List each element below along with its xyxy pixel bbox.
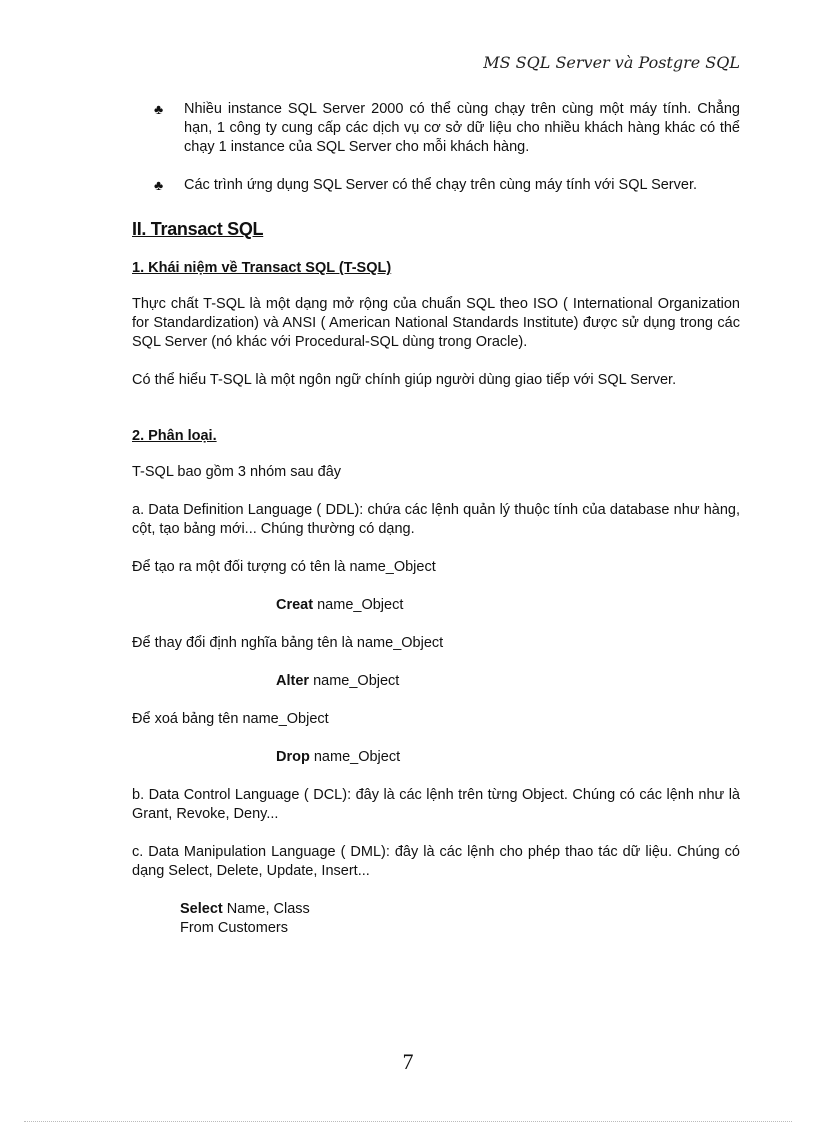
- code-object: Name, Class: [222, 901, 310, 917]
- code-object: name_Object: [313, 597, 404, 613]
- list-item: [132, 176, 740, 195]
- paragraph: c. Data Manipulation Language ( DML): đây là các lệnh cho phép thao tác dữ liệu. Chúng có dạng Select, Delete, Update, Insert...: [132, 844, 740, 879]
- paragraph: Để xoá bảng tên name_Object: [132, 711, 329, 727]
- bullet-text: Các trình ứng dụng SQL Server có thể chạy trên cùng máy tính với SQL Server.: [184, 177, 698, 193]
- list-item: [132, 100, 740, 157]
- paragraph: Thực chất T-SQL là một dạng mở rộng của chuẩn SQL theo ISO ( International Organization for Standardization) và ANSI ( American National Standards Institute) được sử dụng trong các SQL Server (nó khác với Procedural-SQL dùng trong Oracle).: [132, 296, 740, 350]
- code-keyword: Creat: [276, 597, 314, 613]
- paragraph: Để tạo ra một đối tượng có tên là name_Object: [132, 559, 436, 575]
- code-line-alter: [132, 672, 740, 691]
- paragraph: T-SQL bao gồm 3 nhóm sau đây: [132, 464, 342, 480]
- footer-divider: [24, 1121, 792, 1122]
- paragraph: Có thể hiểu T-SQL là một ngôn ngữ chính giúp người dùng giao tiếp với SQL Server.: [132, 372, 677, 388]
- club-bullet-icon: ♣: [154, 101, 164, 117]
- paragraph: a. Data Definition Language ( DDL): chứa các lệnh quản lý thuộc tính của database như hàng, cột, tạo bảng mới... Chúng thường có dạng.: [132, 502, 740, 537]
- section-title: II. Transact SQL: [132, 219, 264, 239]
- code-object: name_Object: [309, 749, 401, 765]
- club-bullet-icon: ♣: [154, 177, 164, 193]
- paragraph: b. Data Control Language ( DCL): đây là các lệnh trên từng Object. Chúng có các lệnh như là Grant, Revoke, Deny...: [132, 787, 740, 822]
- page-content: [132, 100, 740, 938]
- code-keyword: Select: [180, 901, 223, 917]
- paragraph: Để thay đổi định nghĩa bảng tên là name_Object: [132, 635, 444, 651]
- code-keyword: Alter: [276, 673, 310, 689]
- code-object: name_Object: [309, 673, 400, 689]
- running-header: MS SQL Server và Postgre SQL: [483, 53, 740, 72]
- code-block-select: [132, 900, 740, 938]
- code-line-select: [180, 900, 740, 919]
- subsection-title-concept: 1. Khái niệm về Transact SQL (T-SQL): [132, 260, 392, 276]
- code-keyword: Drop: [276, 749, 310, 765]
- bullet-list: [132, 100, 740, 195]
- bullet-text: Nhiều instance SQL Server 2000 có thể cùng chạy trên cùng một máy tính. Chẳng hạn, 1 công ty cung cấp các dịch vụ cơ sở dữ liệu cho nhiều khách hàng khác có thể chạy 1 instance của SQL Server cho mỗi khách hàng.: [184, 101, 740, 155]
- subsection-title-classification: 2. Phân loại.: [132, 428, 217, 444]
- code-line-from: From Customers: [180, 920, 288, 936]
- code-line-create: [132, 596, 740, 615]
- code-line-drop: [132, 748, 740, 767]
- page-number: 7: [402, 1049, 414, 1074]
